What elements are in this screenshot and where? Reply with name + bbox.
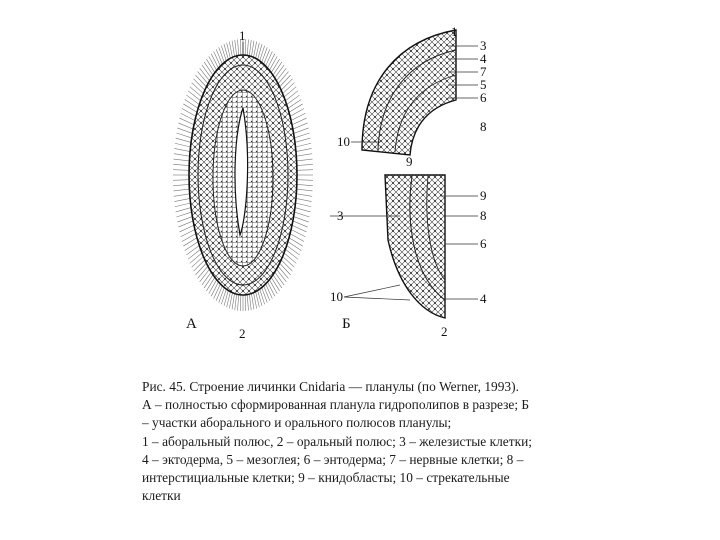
panel-b-letter: Б: [342, 316, 351, 332]
panel-b-upper-label-3: 3: [480, 38, 487, 53]
panel-b-upper-label-5: 5: [480, 77, 487, 92]
caption-line: 4 – эктодерма, 5 – мезоглея; 6 – энтодерма; 7 – нервные клетки; 8 –: [142, 451, 524, 467]
caption-line: клетки: [142, 488, 181, 504]
panel-b-lower-label-3: 3: [337, 208, 344, 223]
panel-b-lower-drawing: [385, 175, 445, 318]
caption-line: А – полностью сформированная планула гидрополипов в разрезе; Б: [142, 397, 530, 413]
panel-b-upper-label-4: 4: [480, 51, 487, 66]
panel-b-upper-label-10: 10: [337, 134, 350, 149]
caption-title: Рис. 45. Строение личинки Cnidaria — планулы (по Werner, 1993).: [142, 379, 519, 394]
panel-b-upper-drawing: [362, 30, 456, 155]
panel-b-lower-label-4: 4: [480, 291, 487, 306]
panel-b-lower-label-8: 8: [480, 208, 487, 223]
panel-b-upper-label-8: 8: [480, 119, 487, 134]
panel-b-upper-label-7: 7: [480, 64, 487, 79]
panel-a-label-1: 1: [239, 28, 246, 43]
caption-line: – участки аборального и орального полюсов планулы;: [142, 415, 452, 431]
panel-b-upper-label-1: 1: [451, 24, 458, 39]
panel-b-lower-label-6: 6: [480, 236, 487, 251]
figure-caption: [142, 378, 580, 505]
panel-b-upper-label-6: 6: [480, 90, 487, 105]
panel-a-letter: А: [186, 316, 197, 332]
panel-a-label-2: 2: [239, 326, 246, 341]
panel-b-upper-label-9: 9: [406, 154, 413, 169]
panel-b-lower-label-9: 9: [480, 188, 487, 203]
panel-b-lower-label-10: 10: [330, 289, 343, 304]
panel-b-lower-label-2: 2: [441, 324, 448, 339]
caption-line: интерстициальные клетки; 9 – книдобласты; 10 – стрекательные: [142, 470, 510, 486]
panel-a-drawing: [173, 39, 313, 311]
caption-line: 1 – аборальный полюс, 2 – оральный полюс; 3 – железистые клетки;: [142, 433, 532, 449]
